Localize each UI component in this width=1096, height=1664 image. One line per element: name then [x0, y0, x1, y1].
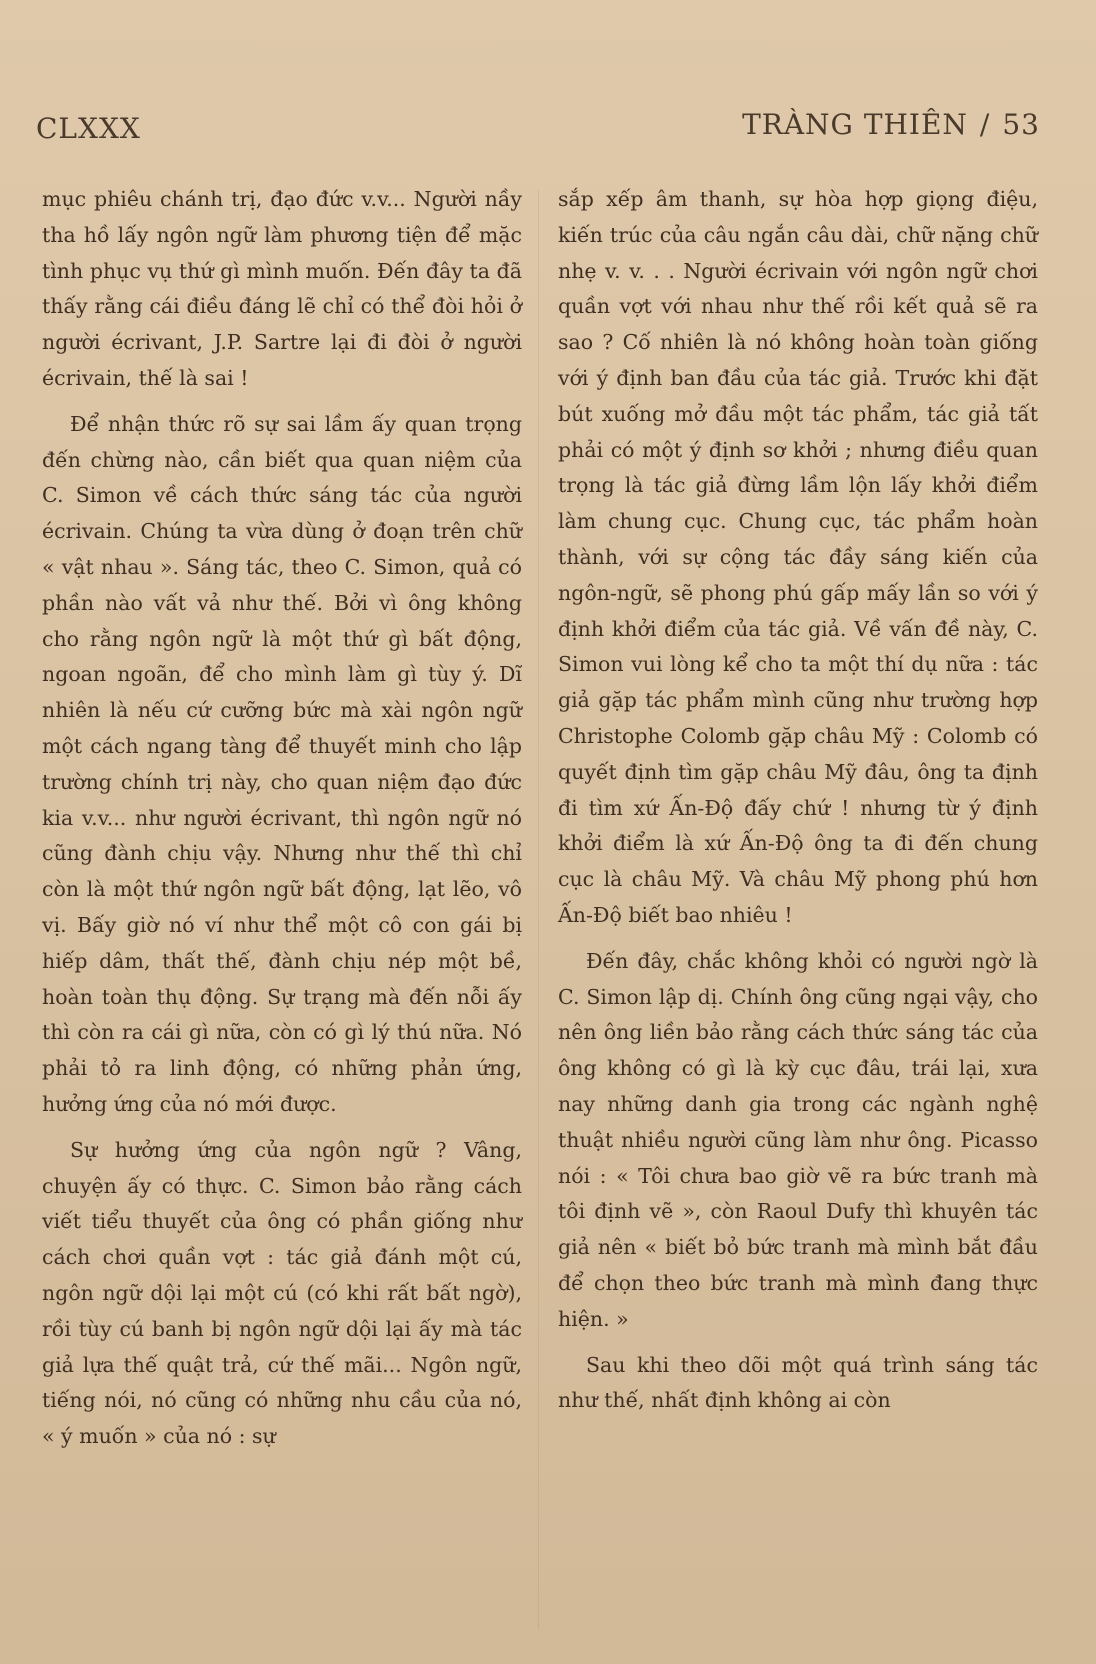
paragraph: Sự hưởng ứng của ngôn ngữ ? Vâng, chuyện ấy có thực. C. Simon bảo rằng cách viết tiểu thuyết của ông có phần giống như cách chơi quần vợt : tác giả đánh một cú, ngôn ngữ dội lại một cú (có khi rất bất ngờ), rồi tùy cú banh bị ngôn ngữ dội lại ấy mà tác giả lựa thế quật trả, cứ thế mãi... Ngôn ngữ, tiếng nói, nó cũng có những nhu cầu của nó, « ý muốn » của nó : sự: [42, 1137, 522, 1449]
running-header-chapter: CLXXX: [36, 112, 141, 145]
column-gutter: [538, 190, 539, 1630]
running-header-title: [742, 108, 1040, 141]
paragraph-continued: mục phiêu chánh trị, đạo đức v.v... Người nầy tha hồ lấy ngôn ngữ làm phương tiện để mặc tình phục vụ thứ gì mình muốn. Đến đây ta đã thấy rằng cái điều đáng lẽ chỉ có thể đòi hỏi ở người écrivant, J.P. Sartre lại đi đòi ở người écrivain, thế là sai !: [42, 187, 522, 390]
paragraph: Đến đây, chắc không khỏi có người ngờ là C. Simon lập dị. Chính ông cũng ngại vậy, cho nên ông liền bảo rằng cách thức sáng tác của ông không có gì là kỳ cục đâu, trái lại, xưa nay những danh gia trong các ngành nghệ thuật nhiều người cũng làm như ông. Picasso nói : « Tôi chưa bao giờ vẽ ra bức tranh mà tôi định vẽ », còn Raoul Dufy thì khuyên tác giả nên « biết bỏ bức tranh mà mình bắt đầu để chọn theo bức tranh mà mình đang thực hiện. »: [558, 948, 1038, 1331]
running-title: TRÀNG THIÊN: [742, 108, 968, 141]
paragraph: Để nhận thức rõ sự sai lầm ấy quan trọng đến chừng nào, cần biết qua quan niệm của C. Simon về cách thức sáng tác của người écrivain. Chúng ta vừa dùng ở đoạn trên chữ « vật nhau ». Sáng tác, theo C. Simon, quả có phần nào vất vả như thế. Bởi vì ông không cho rằng ngôn ngữ là một thứ gì bất động, ngoan ngoãn, để cho mình làm gì tùy ý. Dĩ nhiên là nếu cứ cưỡng bức mà xài ngôn ngữ một cách ngang tàng để thuyết minh cho lập trường chính trị này, cho quan niệm đạo đức kia v.v... như người écrivant, thì ngôn ngữ nó cũng đành chịu vậy. Nhưng như thế thì chỉ còn là một thứ ngôn ngữ bất động, lạt lẽo, vô vị. Bấy giờ nó ví như thể một cô con gái bị hiếp dâm, thất thế, đành chịu nép một bề, hoàn toàn thụ động. Sự trạng mà đến nỗi ấy thì còn ra cái gì nữa, còn có gì lý thú nữa. Nó phải tỏ ra linh động, có những phản ứng, hưởng ứng của nó mới được.: [42, 411, 522, 1116]
page-number: 53: [1002, 108, 1040, 141]
paragraph: Sau khi theo dõi một quá trình sáng tác như thế, nhất định không ai còn: [558, 1352, 1038, 1413]
right-column: [558, 182, 1038, 1419]
paragraph-continued: sắp xếp âm thanh, sự hòa hợp giọng điệu, kiến trúc của câu ngắn câu dài, chữ nặng chữ nhẹ v. v. . . Người écrivain với ngôn ngữ chơi quần vợt với nhau như thế rồi kết quả sẽ ra sao ? Cố nhiên là nó không hoàn toàn giống với ý định ban đầu của tác giả. Trước khi đặt bút xuống mở đầu một tác phẩm, tác giả tất phải có một ý định sơ khởi ; nhưng điều quan trọng là tác giả đừng lầm lộn lấy khởi điểm làm chung cục. Chung cục, tác phẩm hoàn thành, với sự cộng tác đầy sáng kiến của ngôn-ngữ, sẽ phong phú gấp mấy lần so với ý định khởi điểm của tác giả. Về vấn đề này, C. Simon vui lòng kể cho ta một thí dụ nữa : tác giả gặp tác phẩm mình cũng như trường hợp Christophe Colomb gặp châu Mỹ : Colomb có quyết định tìm gặp châu Mỹ đâu, ông ta định đi tìm xứ Ấn-Độ đấy chứ ! nhưng từ ý định khởi điểm là xứ Ấn-Độ ông ta đi đến chung cục là châu Mỹ. Và châu Mỹ phong phú hơn Ấn-Độ biết bao nhiêu !: [558, 187, 1038, 927]
left-column: [42, 182, 522, 1455]
header-separator: /: [979, 108, 991, 141]
